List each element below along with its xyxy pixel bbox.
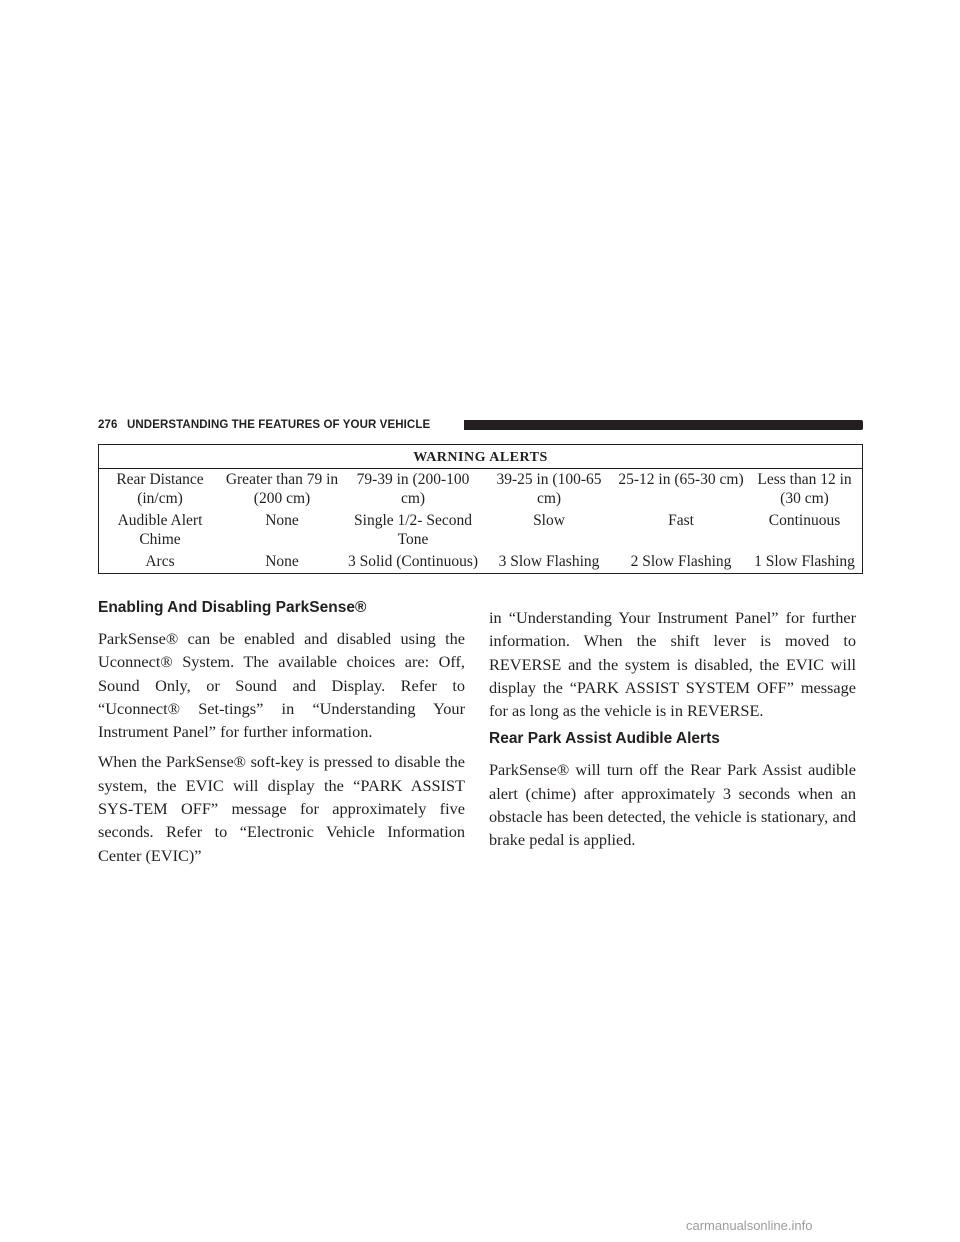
paragraph: ParkSense® can be enabled and disabled using the Uconnect® System. The available choices are: Off, Sound Only, or Sound and Display. Refer to “Uconnect® Set-tings” in “Understanding Your Instrument Panel” for further information.: [98, 629, 465, 742]
table-cell: Arcs: [99, 551, 222, 574]
table-cell: Greater than 79 in (200 cm): [221, 469, 343, 511]
table-cell: 3 Slow Flashing: [483, 551, 615, 574]
right-column: [489, 606, 856, 859]
table-cell: 3 Solid (Continuous): [343, 551, 483, 574]
watermark: carmanualsonline.info: [686, 1218, 813, 1233]
page-number: 276: [98, 419, 118, 431]
paragraph: When the ParkSense® soft-key is pressed to disable the system, the EVIC will display the “PARK ASSIST SYS-TEM OFF” message for approximately five seconds. Refer to “Electronic Vehicle Information Center (EVIC)”: [98, 752, 465, 865]
left-column: [98, 598, 465, 874]
table-cell: None: [265, 512, 299, 529]
table-row: [99, 469, 863, 511]
table-cell: Audible Alert Chime: [99, 510, 222, 551]
table-cell: Slow: [533, 512, 565, 529]
table-cell: None: [221, 551, 343, 574]
table-row: [99, 510, 863, 551]
table-cell: 39-25 in (100-65 cm): [483, 469, 615, 511]
table-cell: Single 1/2- Second Tone: [354, 512, 472, 548]
table-cell: Continuous: [747, 510, 863, 551]
section-heading-audible-alerts: Rear Park Assist Audible Alerts: [489, 730, 720, 748]
table-cell: 25-12 in (65-30 cm): [615, 469, 747, 511]
table-cell: Fast: [668, 512, 694, 529]
warning-alerts-table: [98, 444, 863, 574]
table-cell: 2 Slow Flashing: [615, 551, 747, 574]
table-cell: 1 Slow Flashing: [747, 551, 863, 574]
table-cell: Rear Distance (in/cm): [99, 469, 222, 511]
table-row: [99, 551, 863, 574]
paragraph: in “Understanding Your Instrument Panel” for further information. When the shift lever is moved to REVERSE and the system is disabled, the EVIC will display the “PARK ASSIST SYSTEM OFF” message for as long as the vehicle is in REVERSE.: [489, 608, 856, 721]
page-header: [98, 417, 863, 435]
table-cell: Less than 12 in (30 cm): [747, 469, 863, 511]
header-rule: [464, 420, 863, 430]
paragraph: ParkSense® will turn off the Rear Park Assist audible alert (chime) after approximately 3 seconds when an obstacle has been detected, the vehicle is stationary, and brake pedal is applied.: [489, 760, 856, 850]
table-cell: 79-39 in (200-100 cm): [343, 469, 483, 511]
section-heading-enabling: Enabling And Disabling ParkSense®: [98, 599, 367, 616]
header-title: UNDERSTANDING THE FEATURES OF YOUR VEHICLE: [127, 419, 431, 431]
table-title: WARNING ALERTS: [99, 445, 863, 469]
